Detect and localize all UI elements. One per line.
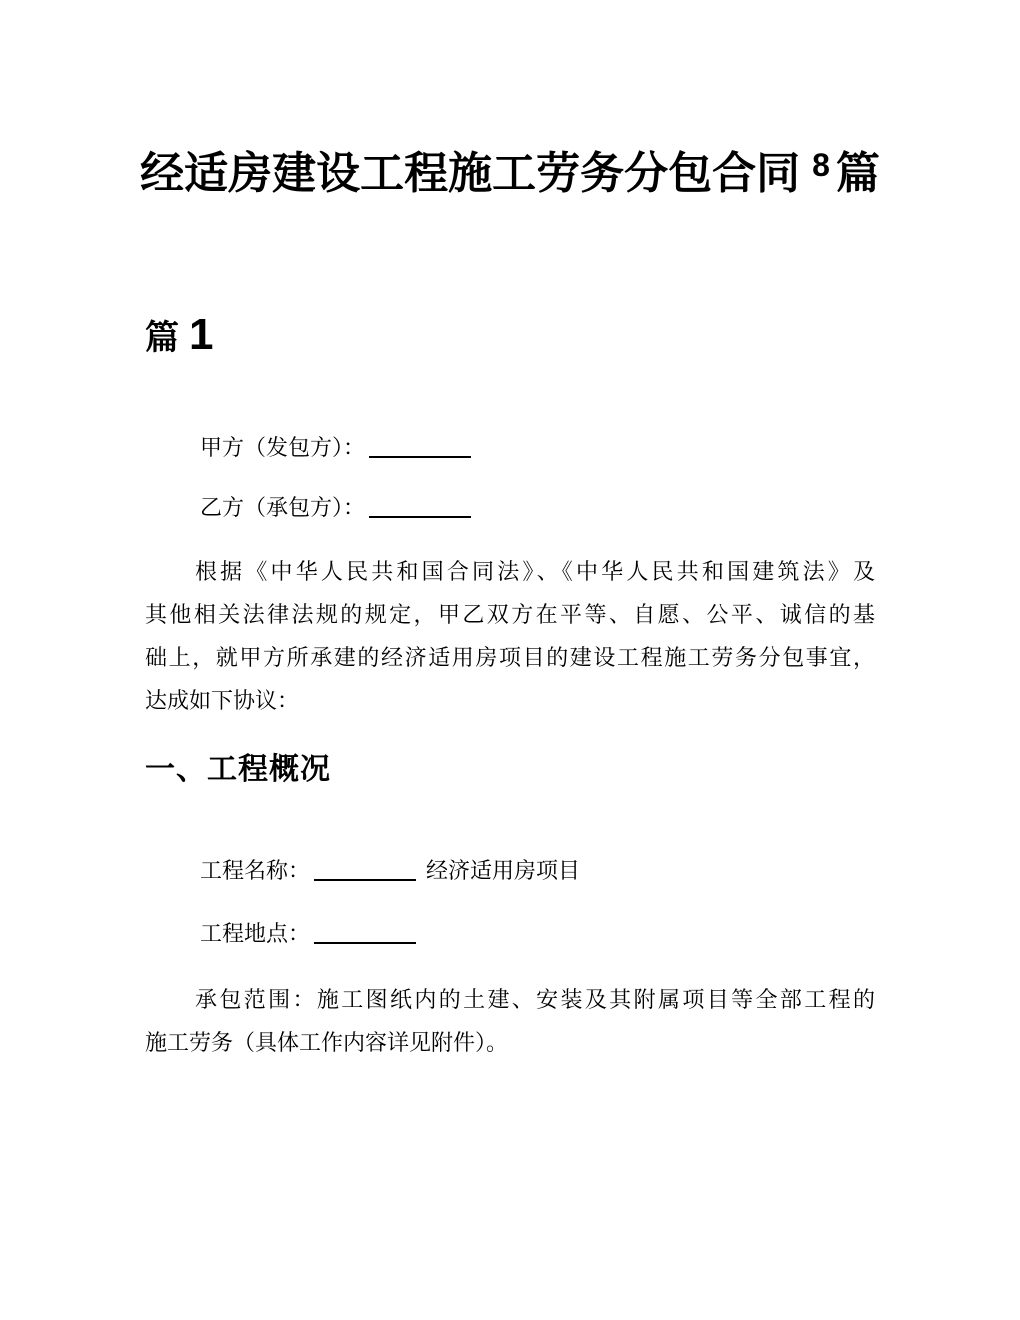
- party-b-label: 乙方（承包方）：: [200, 495, 366, 520]
- intro-paragraph: [145, 550, 875, 722]
- party-a-label: 甲方（发包方）：: [200, 435, 366, 460]
- project-location-line: [145, 914, 875, 954]
- project-location-blank-underline: [314, 941, 416, 944]
- intro-line: 础上，就甲方所承建的经济适用房项目的建设工程施工劳务分包事宜，: [145, 645, 875, 670]
- party-a-blank-underline: [369, 455, 471, 458]
- document-title-text: 经适房建设工程施工劳务分包合同: [140, 149, 801, 198]
- part-heading-number: 1: [189, 310, 214, 359]
- scope-line: 承包范围：施工图纸内的土建、安装及其附属项目等全部工程的: [195, 987, 875, 1012]
- scope-line: 施工劳务（具体工作内容详见附件）。: [145, 1030, 509, 1055]
- intro-line: 其他相关法律法规的规定，甲乙双方在平等、自愿、公平、诚信的基: [145, 602, 875, 627]
- project-name-line: [145, 851, 875, 891]
- part-1-heading: [145, 312, 213, 361]
- scope-paragraph: [145, 978, 875, 1064]
- intro-line: 达成如下协议：: [145, 688, 300, 713]
- section-1-overview-heading: 一、工程概况: [145, 753, 331, 786]
- project-name-label: 工程名称：: [200, 858, 311, 883]
- document-title-unit: 篇: [835, 149, 880, 198]
- party-a-line: [145, 428, 875, 468]
- project-name-value: 经济适用房项目: [426, 858, 581, 883]
- party-b-blank-underline: [369, 515, 471, 518]
- intro-line: 根据《中华人民共和国合同法》、《中华人民共和国建筑法》及: [195, 559, 875, 584]
- party-b-line: [145, 488, 875, 528]
- document-title-count: 8: [812, 147, 830, 183]
- project-name-blank-underline: [314, 878, 416, 881]
- document-title: [0, 148, 1020, 203]
- project-location-label: 工程地点：: [200, 921, 311, 946]
- part-heading-label: 篇: [145, 319, 179, 357]
